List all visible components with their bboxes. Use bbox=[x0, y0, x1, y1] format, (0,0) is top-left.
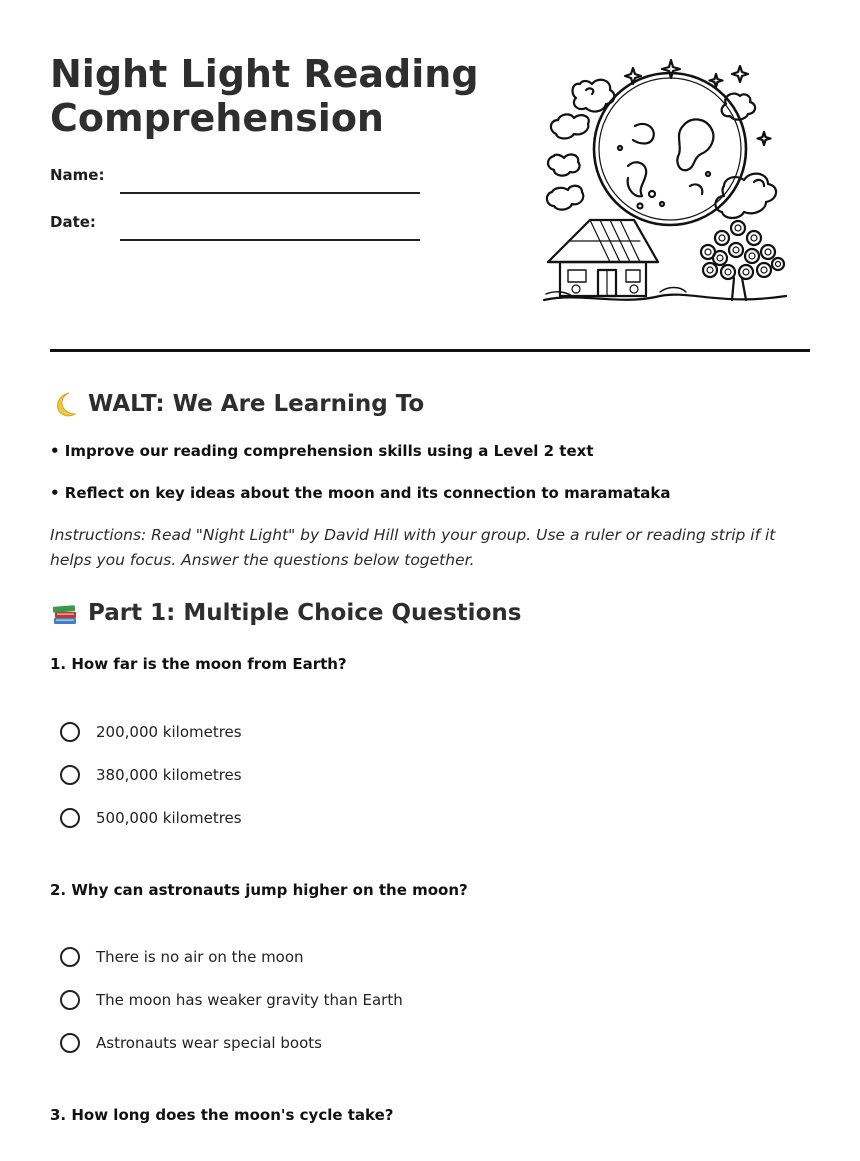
q2-option-1[interactable] bbox=[60, 944, 304, 970]
q1-option-1[interactable] bbox=[60, 719, 242, 745]
name-label: Name: bbox=[50, 166, 105, 184]
question-2: 2. Why can astronauts jump higher on the moon? bbox=[50, 881, 468, 899]
walt-heading bbox=[50, 389, 424, 419]
option-label: 200,000 kilometres bbox=[96, 723, 242, 741]
date-label: Date: bbox=[50, 213, 96, 231]
option-label: 380,000 kilometres bbox=[96, 766, 242, 784]
question-3: 3. How long does the moon's cycle take? bbox=[50, 1106, 394, 1124]
radio-button[interactable] bbox=[60, 1033, 80, 1053]
q2-option-3[interactable] bbox=[60, 1030, 322, 1056]
radio-button[interactable] bbox=[60, 990, 80, 1010]
q1-option-3[interactable] bbox=[60, 805, 242, 831]
walt-heading-text: WALT: We Are Learning To bbox=[88, 391, 425, 417]
moon-house-tree-illustration bbox=[540, 56, 790, 306]
date-input-line[interactable] bbox=[120, 239, 420, 241]
walt-item-1: • Improve our reading comprehension skills using a Level 2 text bbox=[50, 442, 594, 460]
option-label: The moon has weaker gravity than Earth bbox=[96, 991, 403, 1009]
option-label: There is no air on the moon bbox=[96, 948, 304, 966]
radio-button[interactable] bbox=[60, 808, 80, 828]
header-divider bbox=[50, 349, 810, 352]
date-field[interactable] bbox=[50, 213, 420, 243]
instructions-text: Instructions: Read "Night Light" by David Hill with your group. Use a ruler or reading strip if it helps you focus. Answer the questions below together. bbox=[50, 526, 776, 569]
walt-item-2: • Reflect on key ideas about the moon and its connection to maramataka bbox=[50, 484, 671, 502]
books-icon bbox=[50, 598, 80, 628]
part1-heading-text: Part 1: Multiple Choice Questions bbox=[88, 600, 522, 626]
q1-option-2[interactable] bbox=[60, 762, 242, 788]
option-label: Astronauts wear special boots bbox=[96, 1034, 322, 1052]
part1-heading bbox=[50, 598, 521, 628]
name-input-line[interactable] bbox=[120, 192, 420, 194]
option-label: 500,000 kilometres bbox=[96, 809, 242, 827]
radio-button[interactable] bbox=[60, 722, 80, 742]
radio-button[interactable] bbox=[60, 947, 80, 967]
radio-button[interactable] bbox=[60, 765, 80, 785]
question-1: 1. How far is the moon from Earth? bbox=[50, 655, 347, 673]
name-field[interactable] bbox=[50, 166, 420, 196]
crescent-moon-icon bbox=[50, 389, 80, 419]
page-title: Night Light Reading Comprehension bbox=[50, 52, 479, 140]
q2-option-2[interactable] bbox=[60, 987, 403, 1013]
